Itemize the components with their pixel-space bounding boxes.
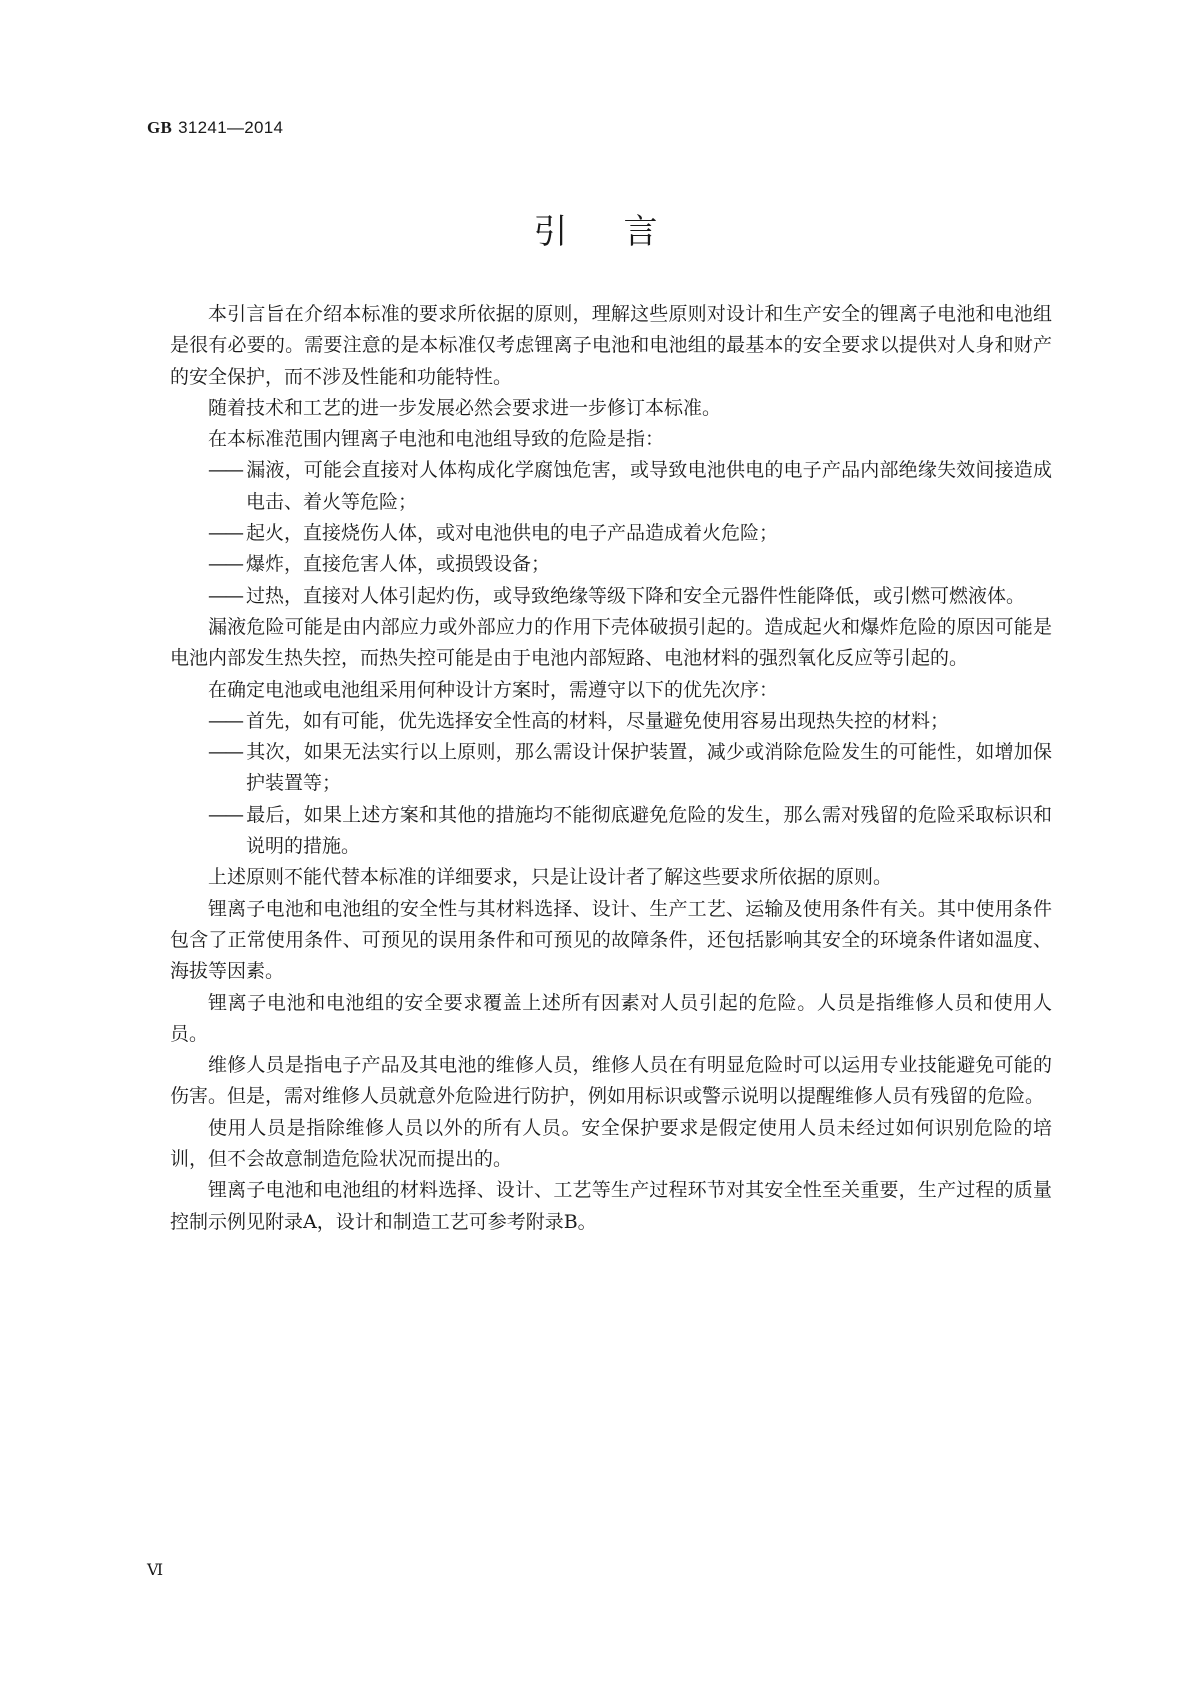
list-item — [208, 455, 1052, 518]
list-dash: —— — [208, 741, 242, 764]
list-dash: —— — [208, 803, 242, 826]
standard-code-number: 31241—2014 — [178, 118, 284, 137]
paragraph: 使用人员是指除维修人员以外的所有人员。安全保护要求是假定使用人员未经过如何识别危险的培训，但不会故意制造危险状况而提出的。 — [170, 1116, 1052, 1171]
list-item-text: 爆炸，直接危害人体，或损毁设备； — [246, 553, 551, 576]
section-title: 引言 — [533, 212, 714, 252]
paragraph: 在本标准范围内锂离子电池和电池组导致的危险是指： — [208, 428, 665, 451]
standard-code-header — [147, 118, 283, 138]
paragraph: 维修人员是指电子产品及其电池的维修人员，维修人员在有明显危险时可以运用专业技能避免可能的伤害。但是，需对维修人员就意外危险进行防护，例如用标识或警示说明以提醒维修人员有残留的危险。 — [170, 1054, 1052, 1108]
paragraph: 本引言旨在介绍本标准的要求所依据的原则，理解这些原则对设计和生产安全的锂离子电池和电池组是很有必要的。需要注意的是本标准仅考虑锂离子电池和电池组的最基本的安全要求以提供对人身和财产的安全保护，而不涉及性能和功能特性。 — [170, 303, 1052, 388]
list-item-text: 其次，如果无法实行以上原则，那么需设计保护装置，减少或消除危险发生的可能性，如增加保护装置等； — [246, 741, 1052, 795]
paragraph: 漏液危险可能是由内部应力或外部应力的作用下壳体破损引起的。造成起火和爆炸危险的原因可能是电池内部发生热失控，而热失控可能是由于电池内部短路、电池材料的强烈氧化反应等引起的。 — [170, 615, 1052, 670]
paragraph: 在确定电池或电池组采用何种设计方案时，需遵守以下的优先次序： — [208, 678, 779, 701]
list-item-text: 漏液，可能会直接对人体构成化学腐蚀危害，或导致电池供电的电子产品内部绝缘失效间接造成电击、着火等危险； — [246, 459, 1052, 513]
list-item — [208, 800, 1052, 863]
list-item — [208, 518, 1052, 549]
list-dash: —— — [208, 522, 242, 545]
paragraph: 随着技术和工艺的进一步发展必然会要求进一步修订本标准。 — [208, 396, 722, 419]
list-dash: —— — [208, 584, 242, 607]
list-item-text: 首先，如有可能，优先选择安全性高的材料，尽量避免使用容易出现热失控的材料； — [246, 709, 950, 732]
paragraph: 上述原则不能代替本标准的详细要求，只是让设计者了解这些要求所依据的原则。 — [208, 866, 893, 889]
list-item — [208, 706, 1052, 737]
page-number: Ⅵ — [147, 1562, 164, 1579]
list-item-text: 过热，直接对人体引起灼伤，或导致绝缘等级下降和安全元器件性能降低，或引燃可燃液体。 — [246, 584, 1026, 607]
paragraph: 锂离子电池和电池组的材料选择、设计、工艺等生产过程环节对其安全性至关重要，生产过程的质量控制示例见附录A，设计和制造工艺可参考附录B。 — [170, 1179, 1052, 1233]
list-dash: —— — [208, 553, 242, 576]
list-item — [208, 549, 1052, 580]
paragraph: 锂离子电池和电池组的安全性与其材料选择、设计、生产工艺、运输及使用条件有关。其中使用条件包含了正常使用条件、可预见的误用条件和可预见的故障条件，还包括影响其安全的环境条件诸如温度、海拔等因素。 — [170, 897, 1052, 983]
standard-code-prefix: GB — [147, 118, 173, 137]
list-dash: —— — [208, 459, 242, 482]
list-item — [208, 581, 1052, 612]
list-item-text: 最后，如果上述方案和其他的措施均不能彻底避免危险的发生，那么需对残留的危险采取标识和说明的措施。 — [246, 803, 1052, 858]
list-item-text: 起火，直接烧伤人体，或对电池供电的电子产品造成着火危险； — [246, 522, 779, 545]
list-dash: —— — [208, 709, 242, 732]
list-item — [208, 737, 1052, 800]
body-text — [170, 299, 1052, 1238]
paragraph: 锂离子电池和电池组的安全要求覆盖上述所有因素对人员引起的危险。人员是指维修人员和使用人员。 — [170, 991, 1052, 1045]
